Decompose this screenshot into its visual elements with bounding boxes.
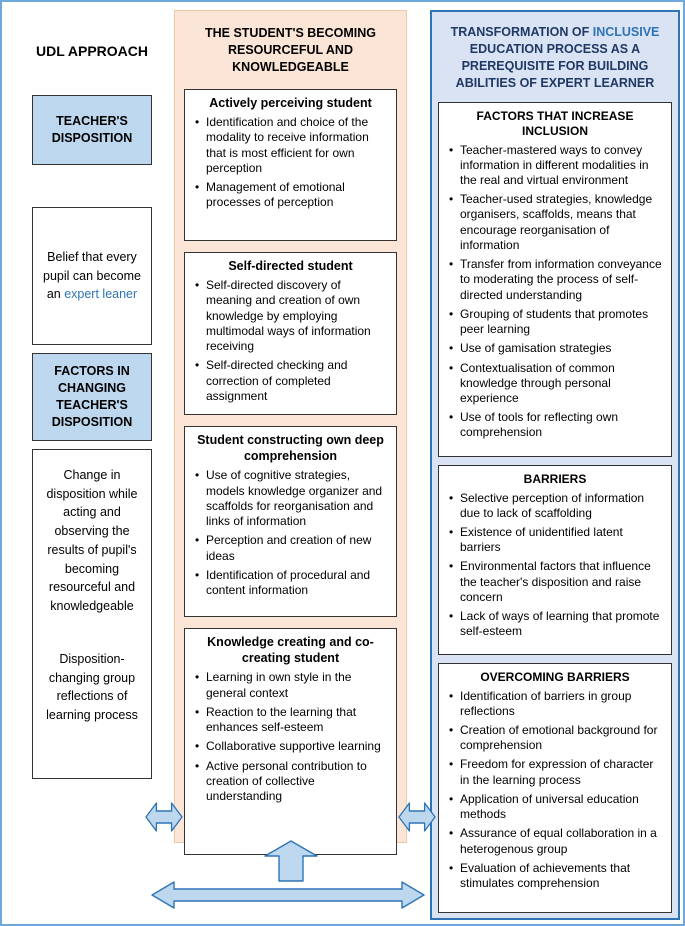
factors-header-label: FACTORS IN CHANGING TEACHER'S DISPOSITION (51, 364, 133, 429)
bullet-list (193, 115, 388, 210)
bullet-item: • Identification of barriers in group reflections (460, 689, 663, 719)
bullet-item: • Self-directed checking and correction of completed assignment (206, 358, 388, 404)
bullet-item: • Evaluation of achievements that stimulates comprehension (460, 861, 663, 891)
student-becoming-panel (174, 10, 407, 843)
expert-learner-highlight: expert leaner (64, 287, 138, 302)
double-arrow-icon (398, 799, 436, 835)
transformation-header: TRANSFORMATION OF INCLUSIVE EDUCATION PROCESS AS A PREREQUISITE FOR BUILDING ABILITIES OF EXPERT LEARNER (450, 25, 660, 90)
factors-increase-inclusion-box (438, 102, 672, 457)
udl-approach-column (32, 42, 152, 779)
bullet-item: • Identification and choice of the modality to receive information that is most efficient for own perception (206, 115, 388, 176)
bullet-item: • Active personal contribution to creation of collective understanding (206, 759, 388, 805)
bullet-item: • Lack of ways of learning that promote self-esteem (460, 609, 663, 639)
teachers-disposition-label: TEACHER'S DISPOSITION (51, 114, 133, 145)
self-directed-student-box (184, 252, 397, 416)
box-title: Knowledge creating and co-creating student (207, 635, 374, 665)
udl-approach-title: UDL APPROACH (35, 43, 148, 59)
deep-comprehension-student-box (184, 426, 397, 617)
belief-box (32, 207, 152, 345)
box-title: FACTORS THAT INCREASE INCLUSION (476, 108, 634, 138)
bullet-item: • Reaction to the learning that enhances self-esteem (206, 705, 388, 735)
bullet-item: • Perception and creation of new ideas (206, 533, 388, 563)
bullet-item: • Creation of emotional background for comprehension (460, 723, 663, 753)
teachers-disposition-header (32, 95, 152, 165)
factors-changing-disposition-box (32, 449, 152, 779)
bullet-item: • Existence of unidentified latent barriers (460, 525, 663, 555)
box-title: Student constructing own deep comprehension (197, 433, 384, 463)
bullet-item: • Application of universal education methods (460, 792, 663, 822)
box-title: Actively perceiving student (209, 95, 372, 110)
factors-paragraph-2: Disposition-changing group reflections of learning process (46, 651, 138, 723)
bullet-item: • Environmental factors that influence the teacher's disposition and raise concern (460, 559, 663, 605)
long-double-arrow-icon (150, 880, 426, 910)
bullet-item: • Collaborative supportive learning (206, 739, 388, 754)
bullet-list (447, 689, 663, 892)
bullet-item: • Self-directed discovery of meaning and creation of own knowledge by employing multimodal ways of information receiving (206, 278, 388, 354)
inclusive-education-panel (430, 10, 680, 920)
bullet-item: • Grouping of students that promotes peer learning (460, 307, 663, 337)
knowledge-cocreating-student-box (184, 628, 397, 855)
bullet-list (193, 670, 388, 804)
bullet-item: • Transfer from information conveyance to moderating the process of self-directed understanding (460, 257, 663, 303)
student-becoming-header: THE STUDENT'S BECOMING RESOURCEFUL AND KNOWLEDGEABLE (204, 26, 377, 74)
box-title: OVERCOMING BARRIERS (480, 669, 630, 684)
belief-text: Belief that every pupil can become an expert leaner (43, 249, 141, 302)
bullet-item: • Teacher-used strategies, knowledge organisers, scaffolds, means that encourage reorganisation of information (460, 192, 663, 253)
bullet-item: • Contextualisation of common knowledge through personal experience (460, 361, 663, 407)
bullet-item: • Teacher-mastered ways to convey information in different modalities in the real and virtual environment (460, 143, 663, 189)
factors-changing-disposition-header (32, 353, 152, 441)
bullet-item: • Management of emotional processes of perception (206, 180, 388, 210)
bullet-item: • Learning in own style in the general context (206, 670, 388, 700)
bullet-item: • Use of cognitive strategies, models knowledge organizer and scaffolds for reorganisation and links of information (206, 468, 388, 529)
bullet-item: • Freedom for expression of character in the learning process (460, 757, 663, 787)
bullet-list (193, 468, 388, 598)
bullet-list (193, 278, 388, 404)
double-arrow-icon (145, 799, 183, 835)
bullet-item: • Use of gamisation strategies (460, 341, 663, 356)
box-title: BARRIERS (523, 471, 587, 486)
overcoming-barriers-box (438, 663, 672, 913)
box-title: Self-directed student (228, 258, 353, 273)
barriers-box (438, 465, 672, 655)
bullet-item: • Assurance of equal collaboration in a heterogenous group (460, 826, 663, 856)
actively-perceiving-student-box (184, 89, 397, 241)
bullet-item: • Identification of procedural and content information (206, 568, 388, 598)
bullet-item: • Use of tools for reflecting own comprehension (460, 410, 663, 440)
up-arrow-icon (263, 840, 319, 882)
bullet-list (447, 143, 663, 441)
factors-paragraph-1: Change in disposition while acting and observing the results of pupil's becoming resourceful and knowledgeable (46, 467, 138, 614)
bullet-item: • Selective perception of information due to lack of scaffolding (460, 491, 663, 521)
bullet-list (447, 491, 663, 640)
inclusive-highlight: INCLUSIVE (592, 25, 660, 39)
